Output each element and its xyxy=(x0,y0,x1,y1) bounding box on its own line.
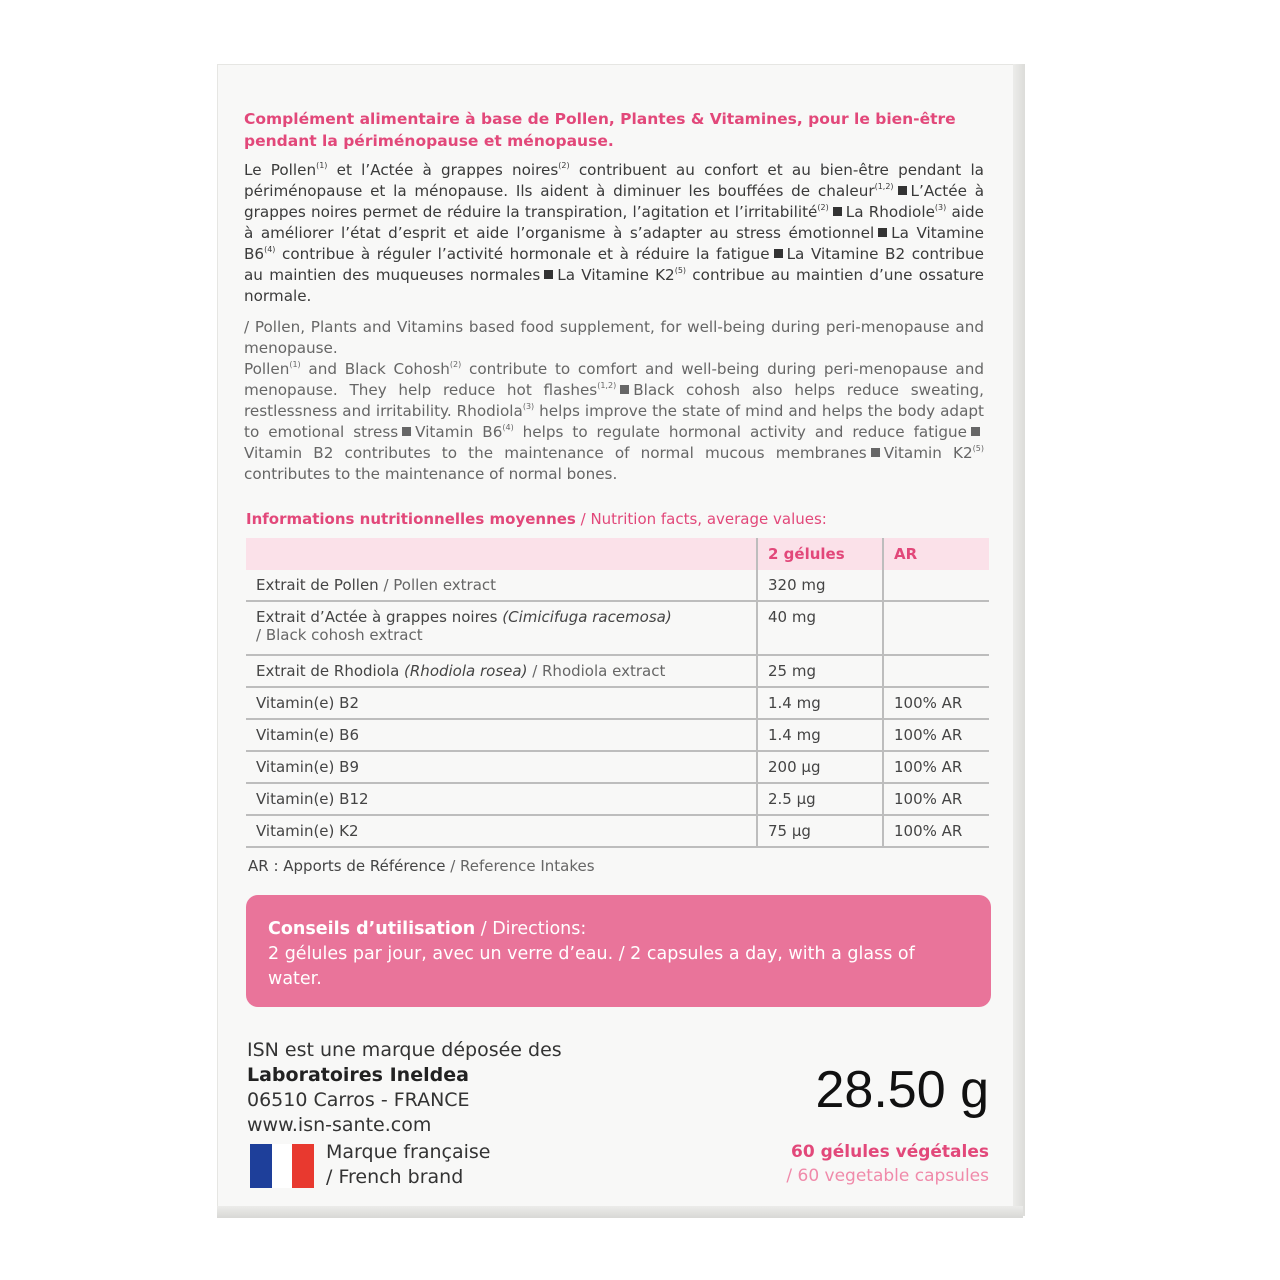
headline: Complément alimentaire à base de Pollen, Plantes & Vitamines, pour le bien-être pendant la périménopause et ménopause. xyxy=(244,110,956,150)
fr-text-8: contribue à réguler l’activité hormonale et à réduire la fatigue xyxy=(275,245,770,263)
fr-text-7: La Vitamine B6 xyxy=(244,224,984,263)
amount-cell: 1.4 mg xyxy=(757,687,883,719)
en-text-1: Pollen xyxy=(244,360,290,378)
amount-cell: 1.4 mg xyxy=(757,719,883,751)
en-ref-1: (1) xyxy=(289,360,301,369)
title-en: / Pollen, Plants and Vitamins based food supplement, for well-being during peri-menopause and menopause. xyxy=(244,318,984,357)
capsule-count-en: / 60 vegetable capsules xyxy=(786,1166,989,1186)
ingredient-cell xyxy=(246,570,757,601)
en-text-2: and Black Cohosh xyxy=(300,360,450,378)
en-ref-4: (3) xyxy=(522,402,535,411)
ar-cell xyxy=(883,601,989,655)
fr-ref-5: (3) xyxy=(934,203,947,212)
ingredient-fr: Extrait de Pollen xyxy=(256,576,379,594)
flag-white-stripe xyxy=(272,1144,294,1188)
directions-box xyxy=(246,895,991,1007)
fr-ref-3: (1,2) xyxy=(874,182,894,191)
table-row xyxy=(246,719,989,751)
intro-section xyxy=(244,108,984,485)
bullet-square-icon xyxy=(898,186,907,195)
nutrition-title-en: / Nutrition facts, average values: xyxy=(575,510,827,528)
bullet-square-icon xyxy=(620,385,629,394)
ingredient-cell xyxy=(246,655,757,687)
description-en xyxy=(244,359,984,485)
header-ar: AR xyxy=(883,538,989,570)
header-amount: 2 gélules xyxy=(757,538,883,570)
brand-address: 06510 Carros - FRANCE xyxy=(247,1089,470,1111)
nutrition-title-fr: Informations nutritionnelles moyennes xyxy=(246,510,576,528)
bullet-square-icon xyxy=(402,427,411,436)
table-row xyxy=(246,783,989,815)
ar-cell: 100% AR xyxy=(883,783,989,815)
ingredient-latin: (Cimicifuga racemosa) xyxy=(502,608,672,626)
fr-ref-4: (2) xyxy=(817,203,829,212)
fr-text-6: aide à améliorer l’état d’esprit et aide l’organisme à s’adapter au stress émotionnel xyxy=(244,203,984,242)
ingredient-cell: Vitamin(e) B6 xyxy=(246,719,757,751)
ingredient-en: / Rhodiola extract xyxy=(527,662,666,680)
header-ingredient xyxy=(246,538,757,570)
bullet-square-icon xyxy=(833,207,842,216)
directions-title-fr: Conseils d’utilisation xyxy=(268,919,476,939)
package-edge-right xyxy=(1013,64,1025,1216)
en-text-10: contributes to the maintenance of normal bones. xyxy=(244,465,618,483)
package-edge-bottom xyxy=(217,1206,1023,1218)
fr-text-2: et l’Actée à grappes noires xyxy=(327,161,559,179)
bullet-square-icon xyxy=(971,427,980,436)
bullet-square-icon xyxy=(878,228,887,237)
directions-title-en: / Directions: xyxy=(475,919,587,939)
en-ref-6: (4) xyxy=(502,423,514,432)
table-row xyxy=(246,570,989,601)
brand-website: www.isn-sante.com xyxy=(247,1114,432,1136)
french-brand-fr: Marque française xyxy=(326,1141,491,1163)
brand-company: Laboratoires Ineldea xyxy=(247,1064,469,1086)
ingredient-cell: Vitamin(e) B12 xyxy=(246,783,757,815)
ar-cell: 100% AR xyxy=(883,751,989,783)
bullet-square-icon xyxy=(774,249,783,258)
en-text-3: contribute to comfort and well-being during peri-menopause and menopause. They help reduce hot flashes xyxy=(244,360,984,399)
ar-cell: 100% AR xyxy=(883,719,989,751)
en-text-6: Vitamin B6 xyxy=(415,423,503,441)
table-row xyxy=(246,687,989,719)
flag-blue-stripe xyxy=(250,1144,272,1188)
bullet-square-icon xyxy=(871,448,880,457)
ingredient-fr: Extrait d’Actée à grappes noires xyxy=(256,608,503,626)
fr-text-1: Le Pollen xyxy=(244,161,317,179)
fr-ref-2: (2) xyxy=(558,161,570,170)
amount-cell: 2.5 µg xyxy=(757,783,883,815)
ar-footnote xyxy=(248,857,595,875)
amount-cell: 25 mg xyxy=(757,655,883,687)
ar-cell: 100% AR xyxy=(883,687,989,719)
en-text-5: helps improve the state of mind and helps the body adapt to emotional stress xyxy=(244,402,984,441)
fr-text-9: La Vitamine B2 contribue au maintien des muqueuses normales xyxy=(244,245,984,284)
ar-cell xyxy=(883,655,989,687)
capsule-count-fr: 60 gélules végétales xyxy=(791,1142,989,1162)
en-text-7: helps to regulate hormonal activity and reduce fatigue xyxy=(513,423,968,441)
ingredient-fr: Extrait de Rhodiola xyxy=(256,662,405,680)
en-ref-3: (1,2) xyxy=(597,381,617,390)
nutrition-table xyxy=(246,538,989,848)
ingredient-cell: Vitamin(e) K2 xyxy=(246,815,757,847)
french-flag-icon xyxy=(250,1144,314,1188)
amount-cell: 75 µg xyxy=(757,815,883,847)
french-brand-en: / French brand xyxy=(326,1166,464,1188)
en-text-4: Black cohosh also helps reduce sweating, restlessness and irritability. Rhodiola xyxy=(244,381,984,420)
table-header-row xyxy=(246,538,989,570)
table-row xyxy=(246,601,989,655)
ar-cell: 100% AR xyxy=(883,815,989,847)
capsule-count xyxy=(786,1140,989,1188)
ingredient-latin: (Rhodiola rosea) xyxy=(404,662,528,680)
amount-cell: 320 mg xyxy=(757,570,883,601)
nutrition-title xyxy=(246,510,827,528)
ingredient-en: / Pollen extract xyxy=(378,576,497,594)
fr-text-3: contribuent au confort et au bien-être pendant la périménopause et la ménopause. Ils aident à diminuer les bouffées de chaleur xyxy=(244,161,984,200)
ingredient-cell xyxy=(246,601,757,655)
ingredient-cell: Vitamin(e) B2 xyxy=(246,687,757,719)
fr-ref-10: (5) xyxy=(674,266,687,275)
directions-text: 2 gélules par jour, avec un verre d’eau. / 2 capsules a day, with a glass of water. xyxy=(268,944,915,989)
flag-red-stripe xyxy=(292,1144,314,1188)
ingredient-en: / Black cohosh extract xyxy=(256,626,423,644)
fr-ref-7: (4) xyxy=(264,245,276,254)
amount-cell: 200 µg xyxy=(757,751,883,783)
brand-line-1: ISN est une marque déposée des xyxy=(247,1039,562,1061)
fr-text-10: La Vitamine K2 xyxy=(557,266,675,284)
brand-info xyxy=(247,1038,562,1138)
ingredient-cell: Vitamin(e) B9 xyxy=(246,751,757,783)
french-brand-label xyxy=(326,1140,491,1190)
en-text-9: Vitamin K2 xyxy=(883,444,973,462)
fr-text-4: L’Actée à grappes noires permet de réduire la transpiration, l’agitation et l’irritabilité xyxy=(244,182,985,221)
bullet-square-icon xyxy=(544,270,553,279)
ar-cell xyxy=(883,570,989,601)
net-weight: 28.50 g xyxy=(815,1061,989,1119)
table-row xyxy=(246,751,989,783)
table-row xyxy=(246,655,989,687)
amount-cell: 40 mg xyxy=(757,601,883,655)
fr-text-11: contribue au maintien d’une ossature normale. xyxy=(244,266,984,305)
ar-footnote-fr: AR : Apports de Référence xyxy=(248,857,446,875)
en-ref-2: (2) xyxy=(449,360,462,369)
fr-ref-1: (1) xyxy=(316,161,328,170)
fr-text-5: La Rhodiole xyxy=(845,203,935,221)
ar-footnote-en: / Reference Intakes xyxy=(445,857,595,875)
description-fr xyxy=(244,160,984,307)
en-ref-9: (5) xyxy=(972,444,984,453)
table-row xyxy=(246,815,989,847)
en-text-8: Vitamin B2 contributes to the maintenance of normal mucous membranes xyxy=(244,444,867,462)
